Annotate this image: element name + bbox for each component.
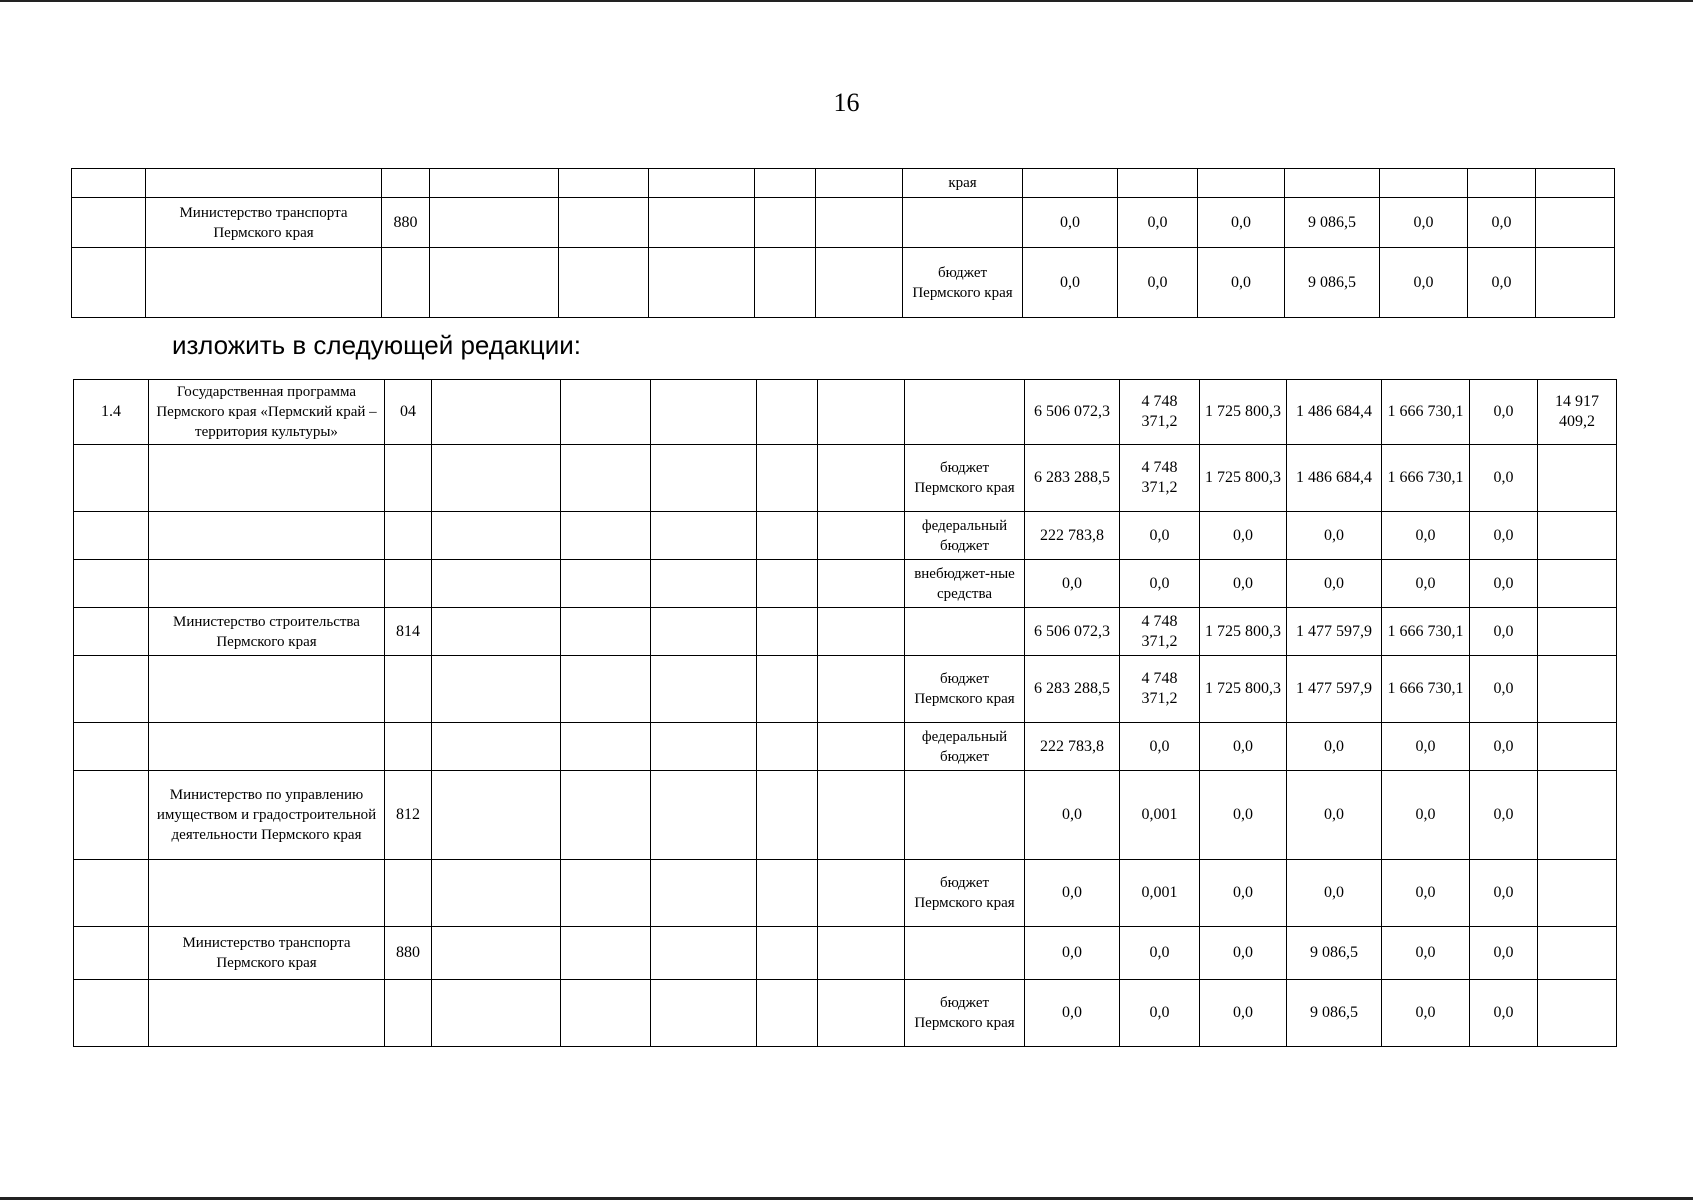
table-row xyxy=(74,608,1617,656)
table-cell xyxy=(149,723,385,771)
table-cell: 0,0 xyxy=(1287,771,1382,860)
table-row xyxy=(72,169,1615,198)
table-cell xyxy=(757,980,818,1047)
table-cell: 0,0 xyxy=(1382,512,1470,560)
table-cell: 4 748 371,2 xyxy=(1120,445,1200,512)
table-cell: 0,0 xyxy=(1200,560,1287,608)
table-cell: 0,0 xyxy=(1287,860,1382,927)
table-cell xyxy=(816,169,903,198)
table-row xyxy=(74,723,1617,771)
table-cell: 0,0 xyxy=(1025,560,1120,608)
table-cell: 0,0 xyxy=(1287,512,1382,560)
table-cell: 0,0 xyxy=(1382,723,1470,771)
table-cell xyxy=(382,248,430,318)
table-cell xyxy=(146,248,382,318)
table-cell: 0,0 xyxy=(1120,980,1200,1047)
table-cell: 9 086,5 xyxy=(1285,248,1380,318)
table-cell xyxy=(432,656,561,723)
table-cell: 0,0 xyxy=(1025,860,1120,927)
table-cell: 1 666 730,1 xyxy=(1382,380,1470,445)
table-cell: Государственная программа Пермского края «Пермский край – территория культуры» xyxy=(149,380,385,445)
table-cell: федеральный бюджет xyxy=(905,512,1025,560)
table-cell: 0,0 xyxy=(1198,198,1285,248)
table-cell: 222 783,8 xyxy=(1025,723,1120,771)
table-cell: 0,0 xyxy=(1287,560,1382,608)
table-cell xyxy=(649,169,755,198)
table-cell xyxy=(1538,445,1617,512)
table-cell: бюджет Пермского края xyxy=(905,656,1025,723)
table-cell xyxy=(1538,656,1617,723)
table-cell xyxy=(432,560,561,608)
table-cell xyxy=(561,380,651,445)
table-row xyxy=(72,198,1615,248)
table-cell xyxy=(651,608,757,656)
table-cell xyxy=(651,927,757,980)
table-cell: 0,0 xyxy=(1470,512,1538,560)
table-cell: бюджет Пермского края xyxy=(905,980,1025,1047)
table-cell xyxy=(1285,169,1380,198)
table-cell: федеральный бюджет xyxy=(905,723,1025,771)
table-row xyxy=(74,980,1617,1047)
table-cell xyxy=(1380,169,1468,198)
table-cell xyxy=(559,248,649,318)
table-cell xyxy=(72,169,146,198)
table-row xyxy=(74,560,1617,608)
amendment-caption: изложить в следующей редакции: xyxy=(172,330,581,360)
table-cell: 0,0 xyxy=(1120,927,1200,980)
table-cell: 6 506 072,3 xyxy=(1025,380,1120,445)
table-cell xyxy=(1118,169,1198,198)
table-cell xyxy=(816,248,903,318)
table-cell: 0,0 xyxy=(1023,248,1118,318)
table-cell xyxy=(755,198,816,248)
table-cell: 4 748 371,2 xyxy=(1120,608,1200,656)
table-cell xyxy=(74,560,149,608)
table-cell xyxy=(1538,512,1617,560)
table-cell xyxy=(385,560,432,608)
table-cell: 0,0 xyxy=(1380,198,1468,248)
table-row xyxy=(74,512,1617,560)
table-cell xyxy=(385,980,432,1047)
table-cell: 0,0 xyxy=(1470,560,1538,608)
table-cell xyxy=(651,380,757,445)
budget-table-new xyxy=(73,379,1617,1047)
table-cell: 0,0 xyxy=(1118,248,1198,318)
table-cell xyxy=(1538,980,1617,1047)
table-cell xyxy=(74,980,149,1047)
table-cell: 0,0 xyxy=(1120,512,1200,560)
table-cell: 0,001 xyxy=(1120,860,1200,927)
table-cell: 9 086,5 xyxy=(1287,980,1382,1047)
table-cell: 0,0 xyxy=(1025,927,1120,980)
table-cell xyxy=(905,771,1025,860)
table-cell xyxy=(146,169,382,198)
table-cell xyxy=(385,723,432,771)
table-cell: 0,0 xyxy=(1025,980,1120,1047)
table-cell xyxy=(1198,169,1285,198)
table-cell: 1 725 800,3 xyxy=(1200,445,1287,512)
table-cell xyxy=(72,198,146,248)
table-cell: Министерство транспорта Пермского края xyxy=(149,927,385,980)
table-cell xyxy=(818,560,905,608)
table-cell: 9 086,5 xyxy=(1287,927,1382,980)
table-cell: 1 725 800,3 xyxy=(1200,656,1287,723)
table-cell: 1 725 800,3 xyxy=(1200,608,1287,656)
table-cell: 0,0 xyxy=(1025,771,1120,860)
scan-edge-top xyxy=(0,0,1693,2)
table-cell: 6 506 072,3 xyxy=(1025,608,1120,656)
table-cell: 0,001 xyxy=(1120,771,1200,860)
table-cell xyxy=(651,445,757,512)
table-cell: 1 666 730,1 xyxy=(1382,656,1470,723)
table-cell: 0,0 xyxy=(1287,723,1382,771)
table-cell: 1 477 597,9 xyxy=(1287,656,1382,723)
table-cell: внебюджет-ные средства xyxy=(905,560,1025,608)
table-cell xyxy=(1468,169,1536,198)
table-row xyxy=(74,927,1617,980)
table-cell xyxy=(74,608,149,656)
table-cell: 0,0 xyxy=(1470,380,1538,445)
table-cell xyxy=(818,608,905,656)
table-cell xyxy=(757,445,818,512)
table-cell xyxy=(757,771,818,860)
table-cell xyxy=(1536,198,1615,248)
table-cell xyxy=(430,248,559,318)
table-cell xyxy=(755,169,816,198)
table-cell: 0,0 xyxy=(1200,512,1287,560)
table-cell xyxy=(432,445,561,512)
table-cell xyxy=(651,980,757,1047)
table-cell xyxy=(757,927,818,980)
table-cell: 0,0 xyxy=(1023,198,1118,248)
table-cell xyxy=(561,656,651,723)
table-cell xyxy=(149,445,385,512)
table-cell xyxy=(385,512,432,560)
table-cell: 6 283 288,5 xyxy=(1025,445,1120,512)
table-cell xyxy=(432,860,561,927)
table-cell: 1 666 730,1 xyxy=(1382,608,1470,656)
table-cell xyxy=(651,723,757,771)
table-cell xyxy=(559,198,649,248)
table-cell xyxy=(149,560,385,608)
table-cell: 0,0 xyxy=(1470,608,1538,656)
table-cell: 4 748 371,2 xyxy=(1120,656,1200,723)
table-cell xyxy=(149,656,385,723)
table-cell: 0,0 xyxy=(1380,248,1468,318)
table-cell: 0,0 xyxy=(1200,723,1287,771)
table-cell: 04 xyxy=(385,380,432,445)
table-cell: 0,0 xyxy=(1382,860,1470,927)
table-cell: 0,0 xyxy=(1470,771,1538,860)
table-cell: 0,0 xyxy=(1470,445,1538,512)
table-row xyxy=(74,771,1617,860)
table-row xyxy=(74,380,1617,445)
table-cell xyxy=(1538,608,1617,656)
table-cell: 1 477 597,9 xyxy=(1287,608,1382,656)
table-cell xyxy=(818,512,905,560)
table-cell: 1 666 730,1 xyxy=(1382,445,1470,512)
table-cell xyxy=(818,656,905,723)
table-cell: бюджет Пермского края xyxy=(905,445,1025,512)
table-cell xyxy=(432,927,561,980)
table-cell xyxy=(561,608,651,656)
table-cell: 0,0 xyxy=(1470,723,1538,771)
table-cell xyxy=(757,860,818,927)
table-cell: 0,0 xyxy=(1200,860,1287,927)
table-cell xyxy=(74,445,149,512)
table-cell xyxy=(1023,169,1118,198)
table-cell xyxy=(757,608,818,656)
table-cell xyxy=(1538,860,1617,927)
table-cell: Министерство транспорта Пермского края xyxy=(146,198,382,248)
table-cell xyxy=(561,723,651,771)
table-cell xyxy=(1538,723,1617,771)
table-cell xyxy=(1536,169,1615,198)
table-cell: края xyxy=(903,169,1023,198)
table-cell xyxy=(818,723,905,771)
table-cell xyxy=(651,512,757,560)
table-cell xyxy=(1538,771,1617,860)
table-cell xyxy=(757,380,818,445)
table-cell xyxy=(149,860,385,927)
table-cell xyxy=(432,380,561,445)
table-cell xyxy=(561,980,651,1047)
table-cell xyxy=(430,198,559,248)
table-cell xyxy=(74,860,149,927)
table-cell: 880 xyxy=(382,198,430,248)
table-cell: 0,0 xyxy=(1470,927,1538,980)
table-cell: 812 xyxy=(385,771,432,860)
table-cell: 0,0 xyxy=(1200,771,1287,860)
table-cell: 0,0 xyxy=(1382,980,1470,1047)
table-cell xyxy=(757,512,818,560)
table-cell: 222 783,8 xyxy=(1025,512,1120,560)
table-row xyxy=(74,656,1617,723)
table-cell xyxy=(561,445,651,512)
table-cell: 0,0 xyxy=(1470,860,1538,927)
table-cell xyxy=(72,248,146,318)
table-cell xyxy=(818,380,905,445)
table-cell: 880 xyxy=(385,927,432,980)
table-cell: Министерство по управлению имуществом и градостроительной деятельности Пермского края xyxy=(149,771,385,860)
table-cell xyxy=(905,380,1025,445)
table-row xyxy=(74,860,1617,927)
table-cell: 0,0 xyxy=(1120,560,1200,608)
table-cell xyxy=(385,656,432,723)
table-cell: 0,0 xyxy=(1382,927,1470,980)
table-cell xyxy=(561,771,651,860)
table-cell: 1.4 xyxy=(74,380,149,445)
table-cell xyxy=(432,608,561,656)
table-cell xyxy=(74,771,149,860)
table-cell xyxy=(74,723,149,771)
table-cell xyxy=(1538,560,1617,608)
table-cell: 14 917 409,2 xyxy=(1538,380,1617,445)
table-cell: 1 486 684,4 xyxy=(1287,445,1382,512)
table-cell xyxy=(818,927,905,980)
table-cell xyxy=(1538,927,1617,980)
table-cell xyxy=(432,771,561,860)
table-cell xyxy=(382,169,430,198)
table-cell xyxy=(651,560,757,608)
table-cell: 0,0 xyxy=(1200,980,1287,1047)
table-cell xyxy=(651,656,757,723)
table-cell xyxy=(149,980,385,1047)
table-cell xyxy=(432,723,561,771)
table-cell xyxy=(905,927,1025,980)
table-cell xyxy=(757,656,818,723)
table-cell: 814 xyxy=(385,608,432,656)
page-number: 16 xyxy=(833,88,860,117)
table-cell xyxy=(755,248,816,318)
table-cell: 0,0 xyxy=(1118,198,1198,248)
table-cell xyxy=(818,445,905,512)
table-cell: Министерство строительства Пермского края xyxy=(149,608,385,656)
table-cell: 0,0 xyxy=(1382,771,1470,860)
table-cell: 9 086,5 xyxy=(1285,198,1380,248)
table-cell xyxy=(649,248,755,318)
table-cell: 1 725 800,3 xyxy=(1200,380,1287,445)
table-cell: 0,0 xyxy=(1468,248,1536,318)
table-cell: 0,0 xyxy=(1120,723,1200,771)
table-cell xyxy=(1536,248,1615,318)
table-cell xyxy=(432,512,561,560)
table-cell xyxy=(651,860,757,927)
table-cell xyxy=(757,723,818,771)
table-row xyxy=(72,248,1615,318)
table-cell xyxy=(818,771,905,860)
table-cell: 1 486 684,4 xyxy=(1287,380,1382,445)
table-cell: 0,0 xyxy=(1470,980,1538,1047)
table-cell xyxy=(561,927,651,980)
table-cell xyxy=(385,445,432,512)
table-cell xyxy=(757,560,818,608)
budget-table-previous xyxy=(71,168,1615,318)
table-cell xyxy=(816,198,903,248)
table-row xyxy=(74,445,1617,512)
table-cell xyxy=(561,512,651,560)
table-cell xyxy=(74,512,149,560)
table-cell: 0,0 xyxy=(1470,656,1538,723)
table-cell xyxy=(905,608,1025,656)
table-cell xyxy=(149,512,385,560)
table-cell: 0,0 xyxy=(1382,560,1470,608)
table-cell xyxy=(559,169,649,198)
table-cell xyxy=(74,656,149,723)
table-cell: бюджет Пермского края xyxy=(905,860,1025,927)
table-cell xyxy=(651,771,757,860)
table-cell: 6 283 288,5 xyxy=(1025,656,1120,723)
table-cell xyxy=(430,169,559,198)
table-cell xyxy=(561,560,651,608)
table-cell: бюджет Пермского края xyxy=(903,248,1023,318)
table-cell: 4 748 371,2 xyxy=(1120,380,1200,445)
table-cell: 0,0 xyxy=(1200,927,1287,980)
table-cell xyxy=(649,198,755,248)
table-cell xyxy=(385,860,432,927)
table-cell xyxy=(818,980,905,1047)
table-cell: 0,0 xyxy=(1198,248,1285,318)
table-cell xyxy=(432,980,561,1047)
table-cell: 0,0 xyxy=(1468,198,1536,248)
table-cell xyxy=(561,860,651,927)
table-cell xyxy=(74,927,149,980)
table-cell xyxy=(903,198,1023,248)
table-cell xyxy=(818,860,905,927)
